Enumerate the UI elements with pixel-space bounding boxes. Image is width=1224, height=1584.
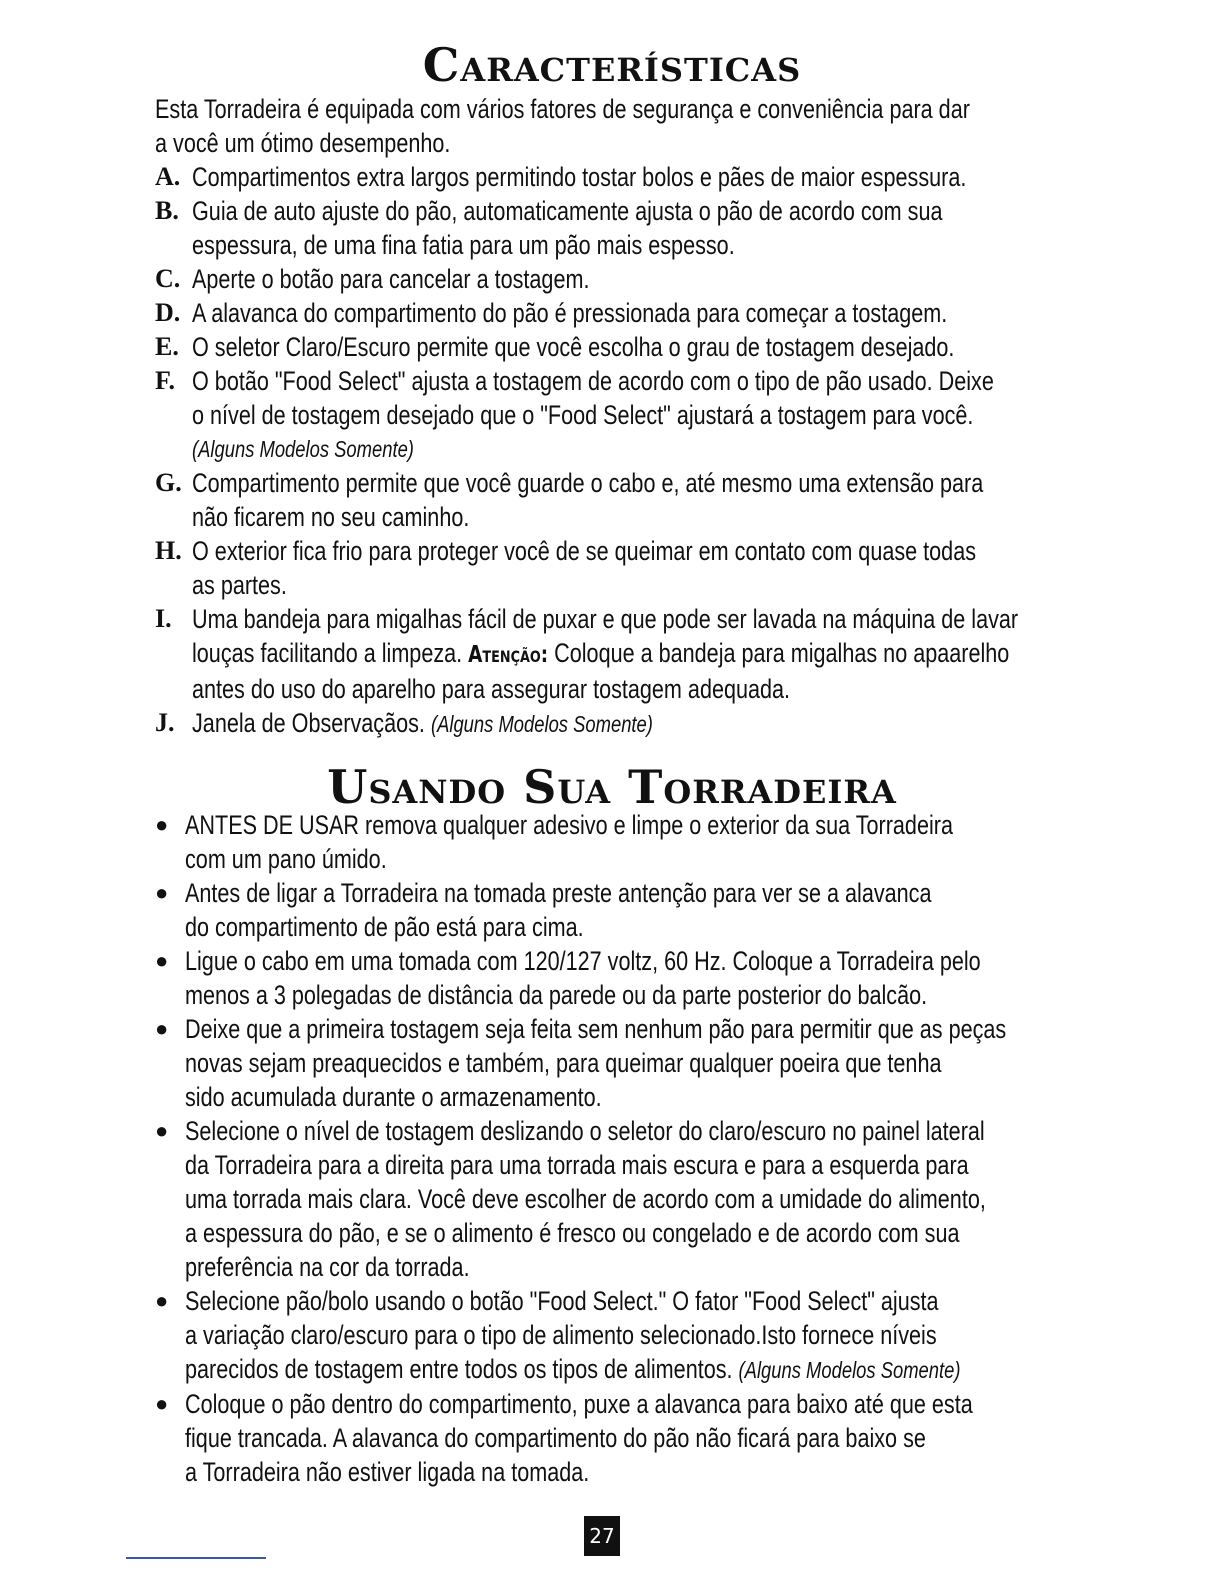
usage-text: menos a 3 polegadas de distância da parede ou da parte posterior do balcão. — [185, 980, 928, 1010]
feature-text: Janela de Observaçãos. — [192, 708, 425, 738]
feature-text: as partes. — [192, 570, 287, 600]
usage-text: Selecione o nível de tostagem deslizando o seletor do claro/escuro no painel lateral — [185, 1116, 985, 1146]
intro-line: Esta Torradeira é equipada com vários fatores de segurança e conveniência para dar — [155, 94, 970, 124]
feature-letter: A. — [155, 162, 181, 191]
intro-paragraph — [155, 92, 1035, 160]
feature-item-j — [155, 706, 1224, 741]
features-heading: Características — [422, 38, 802, 92]
usage-item — [155, 1387, 1224, 1489]
features-list — [155, 160, 1224, 741]
feature-text: Compartimentos extra largos permitindo tostar bolos e pães de maior espessura. — [192, 162, 967, 192]
feature-text: antes do uso do aparelho para assegurar tostagem adequada. — [192, 674, 791, 704]
usage-text: ANTES DE USAR remova qualquer adesivo e limpe o exterior da sua Torradeira — [185, 810, 953, 840]
feature-text: Uma bandeja para migalhas fácil de puxar e que pode ser lavada na máquina de lavar — [192, 604, 1019, 634]
feature-text: O exterior fica frio para proteger você de se queimar em contato com quase todas — [192, 536, 977, 566]
usage-item — [155, 876, 1224, 944]
usage-text: Coloque o pão dentro do compartimento, puxe a alavanca para baixo até que esta — [185, 1389, 973, 1419]
usage-item — [155, 808, 1224, 876]
feature-item-f — [155, 364, 1224, 466]
usage-text: preferência na cor da torrada. — [185, 1252, 470, 1282]
feature-letter: E. — [155, 332, 179, 361]
models-note: (Alguns Modelos Somente) — [738, 1357, 961, 1383]
footer-divider — [126, 1557, 266, 1559]
feature-letter: F. — [155, 366, 175, 395]
feature-item-b — [155, 194, 1224, 262]
feature-text: Compartimento permite que você guarde o cabo e, até mesmo uma extensão para — [192, 468, 984, 498]
usage-text: Deixe que a primeira tostagem seja feita sem nenhum pão para permitir que as peças — [185, 1014, 1007, 1044]
usage-text: com um pano úmido. — [185, 844, 387, 874]
warning-label: Atenção: — [468, 642, 549, 668]
feature-letter: I. — [155, 604, 172, 633]
usage-text: do compartimento de pão está para cima. — [185, 912, 584, 942]
usage-text: fique trancada. A alavanca do compartimento do pão não ficará para baixo se — [185, 1423, 926, 1453]
feature-letter: J. — [155, 708, 175, 737]
feature-text: espessura, de uma fina fatia para um pão mais espesso. — [192, 230, 735, 260]
feature-item-h — [155, 534, 1224, 602]
feature-text: não ficarem no seu caminho. — [192, 502, 470, 532]
usage-list — [155, 808, 1224, 1489]
usage-text: parecidos de tostagem entre todos os tipos de alimentos. — [185, 1354, 733, 1384]
feature-text-line — [192, 706, 1026, 741]
usage-text-line — [185, 1352, 1025, 1387]
bullet-icon: ● — [155, 948, 169, 973]
usage-text: Ligue o cabo em uma tomada com 120/127 voltz, 60 Hz. Coloque a Torradeira pelo — [185, 946, 981, 976]
feature-letter: C. — [155, 264, 181, 293]
feature-letter: B. — [155, 196, 179, 225]
bullet-icon: ● — [155, 1118, 169, 1143]
models-note: (Alguns Modelos Somente) — [430, 711, 653, 737]
feature-item-c — [155, 262, 1224, 296]
feature-text-with-warning — [192, 636, 1026, 672]
usage-item — [155, 1012, 1224, 1114]
usage-text: Selecione pão/bolo usando o botão "Food Select." O fator "Food Select" ajusta — [185, 1286, 939, 1316]
feature-text: Aperte o botão para cancelar a tostagem. — [192, 264, 590, 294]
models-note: (Alguns Modelos Somente) — [192, 436, 414, 462]
bullet-icon: ● — [155, 1391, 169, 1416]
feature-item-a — [155, 160, 1224, 194]
feature-text: louças facilitando a limpeza. — [192, 638, 463, 668]
feature-item-e — [155, 330, 1224, 364]
usage-text: Antes de ligar a Torradeira na tomada preste antenção para ver se a alavanca — [185, 878, 932, 908]
bullet-icon: ● — [155, 880, 169, 905]
bullet-icon: ● — [155, 812, 169, 837]
page-number: 27 — [584, 1516, 620, 1556]
usage-text: novas sejam preaquecidos e também, para queimar qualquer poeira que tenha — [185, 1048, 942, 1078]
feature-text: O botão "Food Select" ajusta a tostagem de acordo com o tipo de pão usado. Deixe — [192, 366, 994, 396]
usage-item — [155, 944, 1224, 1012]
intro-line: a você um ótimo desempenho. — [155, 128, 451, 158]
feature-letter: G. — [155, 468, 182, 497]
feature-text: O seletor Claro/Escuro permite que você escolha o grau de tostagem desejado. — [192, 332, 955, 362]
feature-text: A alavanca do compartimento do pão é pressionada para começar a tostagem. — [192, 298, 948, 328]
bullet-icon: ● — [155, 1288, 169, 1313]
feature-text: o nível de tostagem desejado que o "Food Select" ajustará a tostagem para você. — [192, 400, 974, 430]
usage-text: uma torrada mais clara. Você deve escolher de acordo com a umidade do alimento, — [185, 1184, 986, 1214]
feature-letter: D. — [155, 298, 181, 327]
usage-item — [155, 1284, 1224, 1387]
usage-text: a Torradeira não estiver ligada na tomada. — [185, 1457, 590, 1487]
feature-item-d — [155, 296, 1224, 330]
bullet-icon: ● — [155, 1016, 169, 1041]
feature-item-i — [155, 602, 1224, 706]
usage-text: da Torradeira para a direita para uma torrada mais escura e para a esquerda para — [185, 1150, 969, 1180]
usage-item — [155, 1114, 1224, 1284]
usage-heading: Usando Sua Torradeira — [327, 760, 897, 814]
usage-text: sido acumulada durante o armazenamento. — [185, 1082, 602, 1112]
feature-text: Guia de auto ajuste do pão, automaticamente ajusta o pão de acordo com sua — [192, 196, 943, 226]
feature-letter: H. — [155, 536, 182, 565]
feature-text: Coloque a bandeja para migalhas no apaarelho — [554, 638, 1010, 668]
feature-item-g — [155, 466, 1224, 534]
usage-text: a espessura do pão, e se o alimento é fresco ou congelado e de acordo com sua — [185, 1218, 960, 1248]
usage-text: a variação claro/escuro para o tipo de alimento selecionado.Isto fornece níveis — [185, 1320, 937, 1350]
